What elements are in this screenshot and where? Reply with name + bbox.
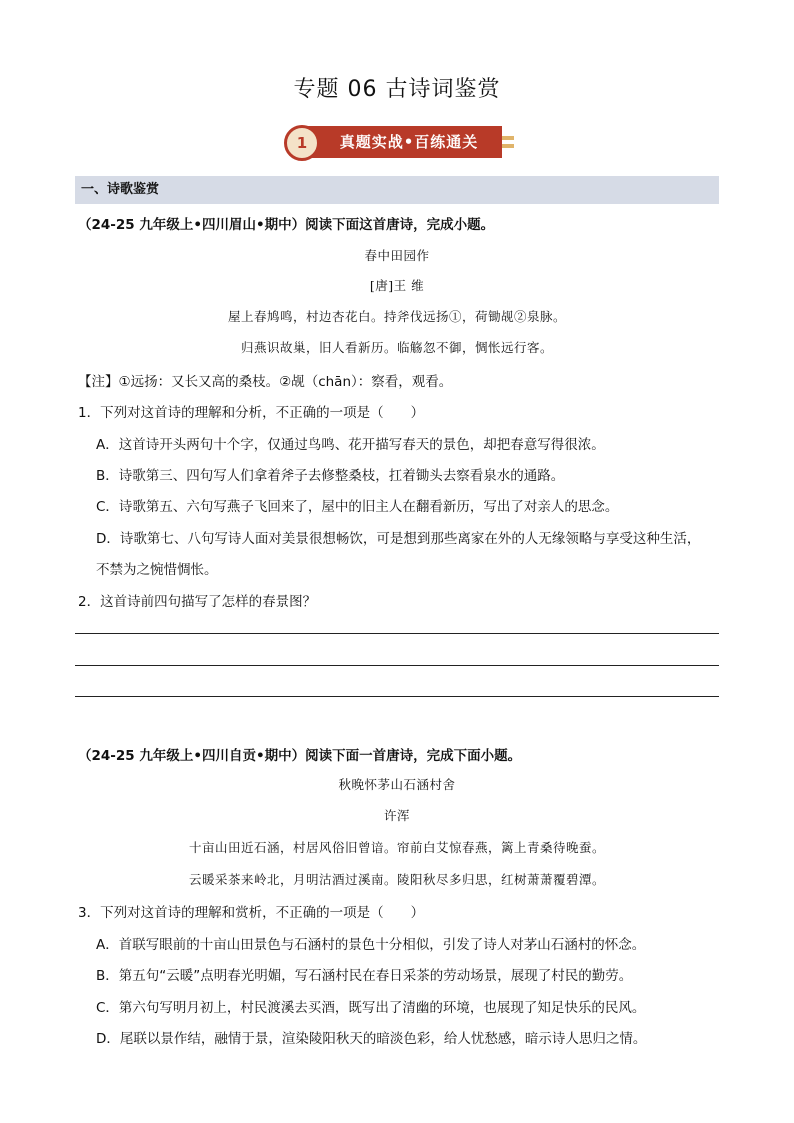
option-c: C．诗歌第五、六句写燕子飞回来了，屋中的旧主人在翻看新历，写出了对亲人的思念。	[96, 499, 619, 515]
banner-decoration	[502, 136, 514, 140]
option-d-continued: 不禁为之惋惜惆怅。	[96, 562, 218, 578]
option-a: A．这首诗开头两句十个字，仅通过鸟鸣、花开描写春天的景色，却把春意写得很浓。	[96, 437, 605, 453]
answer-line[interactable]	[75, 665, 719, 666]
poem-line: 屋上春鸠鸣，村边杏花白。持斧伐远扬①，荷锄觇②泉脉。	[227, 309, 566, 324]
section-banner	[284, 124, 506, 160]
option-c: C．第六句写明月初上，村民渡溪去买酒，既写出了清幽的环境，也展现了知足快乐的民风。	[96, 1000, 646, 1016]
poem-title: 春中田园作	[364, 248, 430, 263]
section-heading: 一、诗歌鉴赏	[75, 176, 719, 204]
poem-note: 【注】①远扬：又长又高的桑枝。②觇（chān）：察看，观看。	[78, 374, 453, 390]
option-b: B．第五句“云暖”点明春光明媚，写石涵村民在春日采茶的劳动场景，展现了村民的勤劳。	[96, 968, 633, 984]
option-b: B．诗歌第三、四句写人们拿着斧子去修整桑枝，扛着锄头去察看泉水的通路。	[96, 468, 565, 484]
question-stem: 1．下列对这首诗的理解和分析，不正确的一项是（ ）	[78, 405, 425, 421]
answer-line[interactable]	[75, 696, 719, 697]
question-stem: 2．这首诗前四句描写了怎样的春景图？	[78, 594, 317, 610]
question-source: （24-25 九年级上•四川自贡•期中）阅读下面一首唐诗，完成下面小题。	[78, 748, 522, 764]
answer-line[interactable]	[75, 633, 719, 634]
page-title: 专题 06 古诗词鉴赏	[293, 77, 501, 102]
poem-author: 许浑	[383, 808, 410, 823]
poem-line: 十亩山田近石涵，村居风俗旧曾谙。帘前白艾惊春燕，篱上青桑待晚蚕。	[188, 840, 605, 855]
question-stem: 3．下列对这首诗的理解和赏析，不正确的一项是（ ）	[78, 905, 425, 921]
poem-title: 秋晚怀茅山石涵村舍	[338, 777, 456, 792]
poem-line: 云暖采茶来岭北，月明沽酒过溪南。陵阳秋尽多归思，红树萧萧覆碧潭。	[188, 872, 605, 887]
option-a: A．首联写眼前的十亩山田景色与石涵村的景色十分相似，引发了诗人对茅山石涵村的怀念。	[96, 937, 646, 953]
banner-decoration	[502, 144, 514, 148]
option-d: D．尾联以景作结，融情于景，渲染陵阳秋天的暗淡色彩，给人忧愁感，暗示诗人思归之情。	[96, 1031, 647, 1047]
poem-line: 归燕识故巢，旧人看新历。临觞忽不御，惆怅远行客。	[240, 340, 553, 355]
question-source: （24-25 九年级上•四川眉山•期中）阅读下面这首唐诗，完成小题。	[78, 217, 495, 233]
banner-text: 真题实战•百练通关	[339, 133, 479, 151]
option-d: D．诗歌第七、八句写诗人面对美景很想畅饮，可是想到那些离家在外的人无缘领略与享受这种生活，	[96, 531, 701, 547]
banner-number: 1	[284, 125, 320, 161]
poem-author: [唐]王 维	[369, 278, 425, 293]
